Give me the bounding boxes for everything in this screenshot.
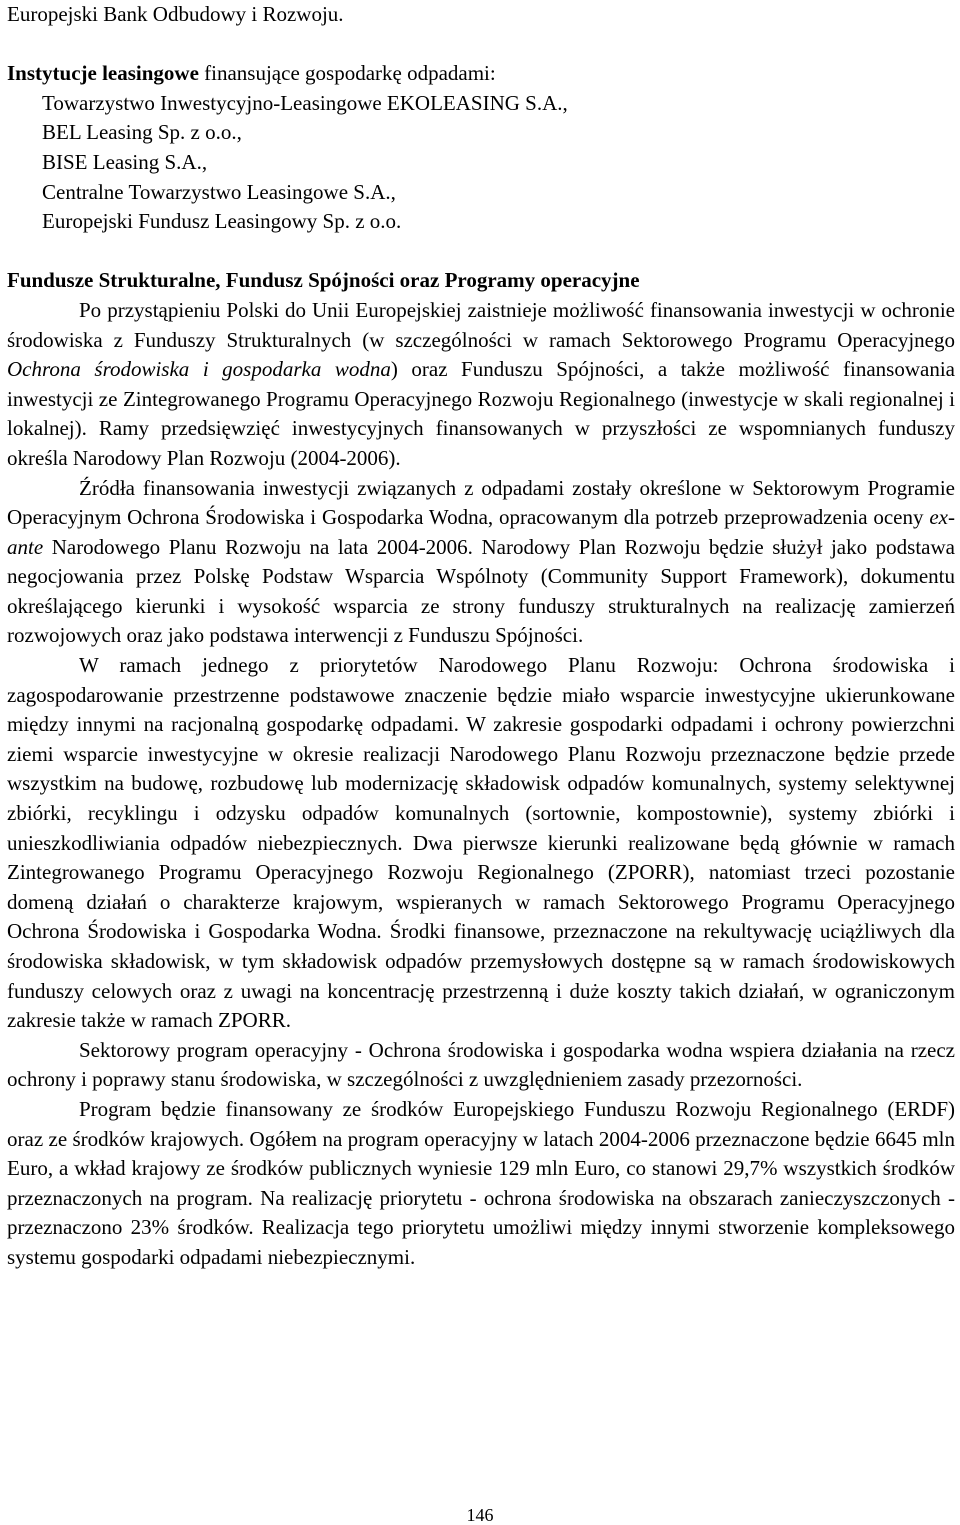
leasing-heading-rest: finansujące gospodarkę odpadami: xyxy=(198,61,496,86)
paragraph-1-text-b: ) oraz Funduszu Spójności, a także możliwość finansowania inwestycji ze Zintegrowanego Programu Operacyjnego Rozwoju Regionalnego (inwestycje w skali regionalnej i lokalnej). Ramy przedsięwzięć inwestycyjnych finansowanych w przyszłości ze wspomnianych funduszy określa Narodowy Plan Rozwoju (2004-2006). xyxy=(7,357,955,470)
leasing-heading-bold: Instytucje leasingowe xyxy=(7,61,199,86)
section-heading: Fundusze Strukturalne, Fundusz Spójności oraz Programy operacyjne xyxy=(7,268,640,293)
top-line: Europejski Bank Odbudowy i Rozwoju. xyxy=(7,2,344,26)
document-page xyxy=(7,0,955,1273)
leasing-item: BISE Leasing S.A., xyxy=(42,149,208,174)
spacer xyxy=(7,30,955,60)
paragraph-2 xyxy=(7,474,955,652)
page-number: 146 xyxy=(466,1505,494,1525)
paragraph-1-italic: Ochrona środowiska i gospodarka wodna xyxy=(7,357,391,382)
paragraph-4: Sektorowy program operacyjny - Ochrona środowiska i gospodarka wodna wspiera działania na rzecz ochrony i poprawy stanu środowiska, w szczególności z uwzględnieniem zasady przezorności. xyxy=(7,1037,955,1092)
leasing-item: BEL Leasing Sp. z o.o., xyxy=(42,120,242,145)
leasing-item: Europejski Fundusz Leasingowy Sp. z o.o. xyxy=(42,209,402,234)
leasing-item: Towarzystwo Inwestycyjno-Leasingowe EKOLEASING S.A., xyxy=(42,90,568,115)
spacer xyxy=(7,237,955,267)
paragraph-5: Program będzie finansowany ze środków Europejskiego Funduszu Rozwoju Regionalnego (ERDF) oraz ze środków krajowych. Ogółem na program operacyjny w latach 2004-2006 przeznaczone będzie 6645 mln Euro, a wkład krajowy ze środków publicznych wyniesie 129 mln Euro, co stanowi 29,7% wszystkich środków przeznaczonych na program. Na realizację priorytetu - ochrona środowiska na obszarach zanieczyszczonych - przeznaczono 23% środków. Realizacja tego priorytetu umożliwi między innymi stworzenie kompleksowego systemu gospodarki odpadami niebezpiecznymi. xyxy=(7,1096,955,1269)
leasing-heading xyxy=(7,59,955,89)
paragraph-2-italic: ex-ante xyxy=(7,505,955,559)
paragraph-1-text-a: Po przystąpieniu Polski do Unii Europejskiej zaistnieje możliwość finansowania inwestycji w ochronie środowiska z Funduszy Strukturalnych (w szczególności w ramach Sektorowego Programu Operacyjnego xyxy=(7,297,955,352)
paragraph-2-text-a: Źródła finansowania inwestycji związanych z odpadami zostały określone w Sektorowym Programie Operacyjnym Ochrona Środowiska i Gospodarka Wodna, opracowanym dla potrzeb przeprowadzenia oceny xyxy=(7,475,955,530)
paragraph-1 xyxy=(7,296,955,474)
paragraph-3: W ramach jednego z priorytetów Narodowego Planu Rozwoju: Ochrona środowiska i zagospodarowanie przestrzenne podstawowe znaczenie będzie miało wsparcie inwestycyjne ukierunkowane między innymi na racjonalną gospodarkę odpadami. W zakresie gospodarki odpadami i ochrony powierzchni ziemi wsparcie inwestycyjne w okresie realizacji Narodowego Planu Rozwoju przeznaczone będzie przede wszystkim na budowę, rozbudowę lub modernizację składowisk odpadów komunalnych, systemy selektywnej zbiórki, recyklingu i odzysku odpadów komunalnych (sortownie, kompostownie), systemy zbiórki i unieszkodliwiania odpadów niebezpiecznych. Dwa pierwsze kierunki realizowane będą głównie w ramach Zintegrowanego Programu Operacyjnego Rozwoju Regionalnego (ZPORR), natomiast trzeci pozostanie domeną działań o charakterze krajowym, wspieranych w ramach Sektorowego Programu Operacyjnego Ochrona Środowiska i Gospodarka Wodna. Środki finansowe, przeznaczone na rekultywację uciążliwych dla środowiska składowisk, w tym składowisk odpadów przemysłowych dostępne są w ramach środowiskowych funduszy celowych oraz z uwagi na koncentrację przestrzenną i duże koszty takich działań, w ograniczonym zakresie także w ramach ZPORR. xyxy=(7,653,955,1033)
paragraph-2-text-b: Narodowego Planu Rozwoju na lata 2004-2006. Narodowy Plan Rozwoju będzie służył jako podstawa negocjowania przez Polskę Podstaw Wsparcia Wspólnoty (Community Support Framework), dokumentu określającego kierunki i wysokość wsparcia ze strony funduszy strukturalnych na realizację zamierzeń rozwojowych oraz jako podstawa interwencji z Funduszu Spójności. xyxy=(7,534,955,648)
leasing-item: Centralne Towarzystwo Leasingowe S.A., xyxy=(42,179,396,204)
